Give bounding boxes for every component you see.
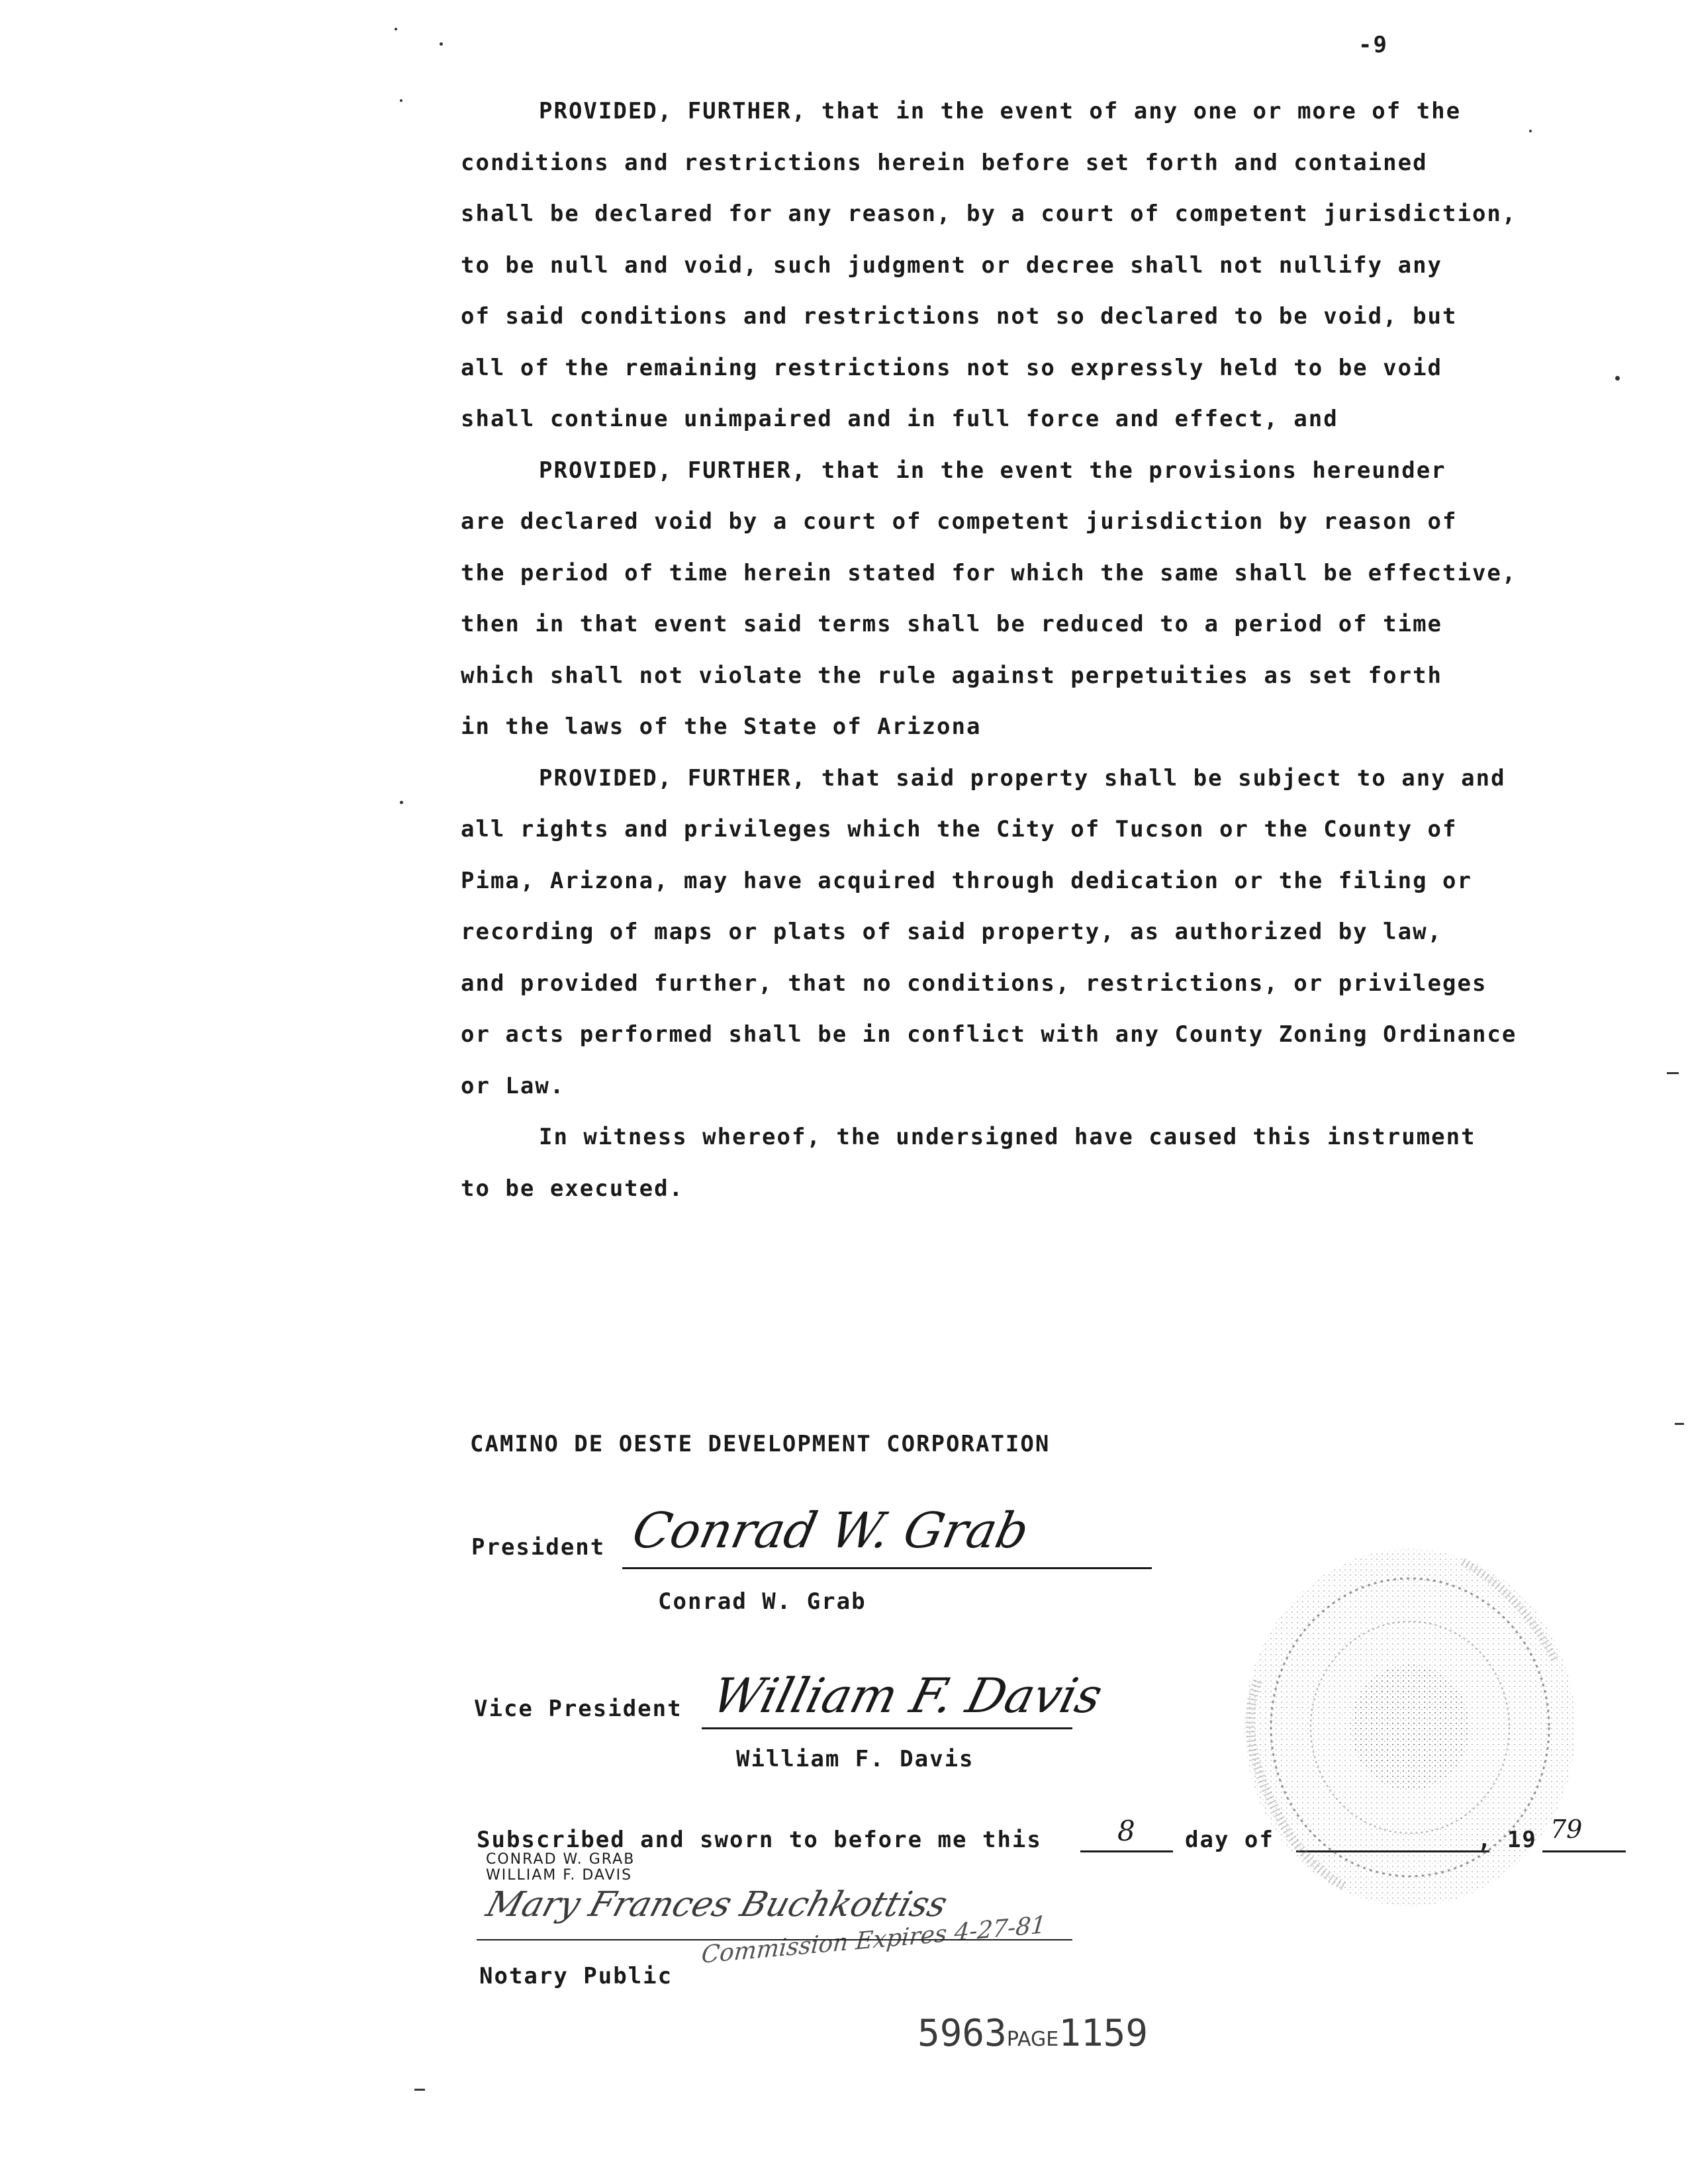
text-line: then in that event said terms shall be reduced to a period of time [461, 611, 1443, 637]
scan-speck [1667, 1072, 1679, 1074]
vice-president-signature-line [702, 1727, 1072, 1729]
sworn-statement: Subscribed and sworn to before me this [477, 1827, 1042, 1853]
recording-page-number: 1159 [1058, 2012, 1149, 2055]
notary-signature: Mary Frances Buchkottiss [482, 1885, 952, 1925]
notary-seal-icon [1211, 1516, 1595, 1939]
president-label: President [471, 1534, 606, 1561]
scan-speck [400, 801, 403, 804]
president-signature-line [622, 1567, 1152, 1569]
day-of-label: day of [1185, 1827, 1274, 1853]
text-line: to be null and void, such judgment or decree shall not nullify any [461, 251, 1443, 279]
text-line: Pima, Arizona, may have acquired through dedication or the filing or [461, 867, 1472, 894]
vice-president-signature: William F. Davis [707, 1668, 1108, 1723]
text-line: are declared void by a court of competent jurisdiction by reason of [461, 508, 1458, 535]
paragraph-3 [461, 753, 1599, 1113]
corporation-name: CAMINO DE OESTE DEVELOPMENT CORPORATION [470, 1431, 1051, 1457]
text-line: all rights and privileges which the City of Tucson or the County of [461, 816, 1458, 842]
president-name: Conrad W. Grab [658, 1588, 867, 1615]
text-line: recording of maps or plats of said property, as authorized by law, [461, 919, 1443, 945]
paragraph-1 [461, 86, 1599, 445]
commission-expiration-note: Commission Expires 4-27-81 [700, 1911, 1047, 1969]
text-line: conditions and restrictions herein before set forth and contained [461, 149, 1428, 176]
notary-public-label: Notary Public [479, 1963, 673, 1989]
text-line: or Law. [461, 1072, 565, 1099]
recording-page-label: PAGE [1006, 2028, 1059, 2051]
text-line: which shall not violate the rule against perpetuities as set forth [461, 662, 1443, 689]
day-value: 8 [1117, 1815, 1135, 1847]
scan-speck [1675, 1423, 1684, 1425]
scan-speck [440, 42, 443, 46]
text-line: PROVIDED, FURTHER, that in the event of any one or more of the [539, 98, 1462, 124]
president-signature: Conrad W. Grab [628, 1502, 1034, 1559]
document-body [461, 86, 1599, 1214]
text-line: In witness whereof, the undersigned have caused this instrument [539, 1124, 1476, 1150]
text-line: or acts performed shall be in conflict with any County Zoning Ordinance [461, 1021, 1517, 1048]
text-line: the period of time herein stated for which the same shall be effective, [461, 559, 1517, 586]
paragraph-2 [461, 445, 1599, 753]
scan-speck [400, 99, 402, 102]
scan-speck [1615, 376, 1620, 381]
text-line: PROVIDED, FURTHER, that in the event the provisions hereunder [539, 457, 1446, 484]
text-line: shall be declared for any reason, by a court of competent jurisdiction, [461, 201, 1517, 227]
handwritten-signer-names: CONRAD W. GRAB WILLIAM F. DAVIS [486, 1851, 635, 1884]
recording-stamp [917, 2012, 1148, 2055]
text-line: in the laws of the State of Arizona [461, 713, 982, 740]
scan-speck [395, 28, 397, 30]
scan-speck [414, 2089, 425, 2091]
vice-president-name: William F. Davis [736, 1746, 974, 1772]
text-line: and provided further, that no conditions, restrictions, or privileges [461, 970, 1487, 997]
text-line: of said conditions and restrictions not so declared to be void, but [461, 303, 1458, 330]
text-line: PROVIDED, FURTHER, that said property shall be subject to any and [539, 764, 1506, 792]
text-line: shall continue unimpaired and in full force and effect, and [461, 406, 1338, 432]
paragraph-4 [461, 1112, 1599, 1214]
day-fill-line [1080, 1850, 1173, 1852]
year-prefix: , 19 [1477, 1827, 1537, 1853]
year-value: 79 [1550, 1815, 1583, 1844]
text-line: all of the remaining restrictions not so expressly held to be void [461, 354, 1443, 381]
page-number: -9 [1358, 32, 1388, 58]
recording-book-number: 5963 [917, 2012, 1007, 2055]
vice-president-label: Vice President [474, 1696, 682, 1722]
text-line: to be executed. [461, 1175, 684, 1202]
scan-speck [1529, 130, 1532, 132]
